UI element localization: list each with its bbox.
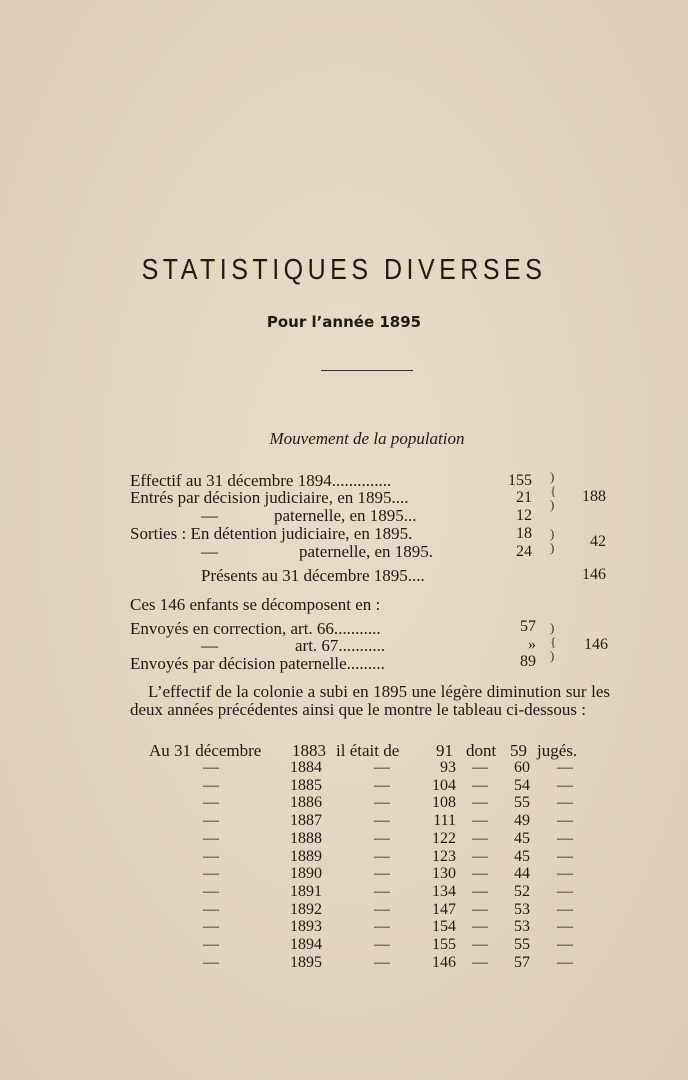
row-total: 134 (432, 882, 456, 900)
table-header-mid: il était de (336, 741, 400, 760)
row-judged: 55 (514, 936, 530, 953)
row-dash: — (203, 918, 219, 936)
ditto-dash: — (201, 506, 218, 525)
row-dash: — (557, 882, 573, 900)
decompose-label-text: art. 67........... (295, 636, 386, 655)
table-header-dont: dont (466, 741, 497, 760)
row-dash: — (203, 847, 219, 865)
row-judged: 45 (514, 829, 530, 847)
movement-label: Présents au 31 décembre 1895.... (201, 566, 425, 585)
row-dash: — (472, 900, 488, 918)
row-dash: — (374, 900, 390, 918)
row-dash: — (472, 847, 488, 865)
row-judged: 44 (514, 865, 530, 883)
row-judged: 52 (514, 882, 530, 900)
row-dash: — (472, 776, 488, 794)
row-total: 108 (432, 794, 456, 812)
row-dash: — (557, 847, 573, 865)
row-dash: — (203, 900, 219, 918)
ditto-dash: — (201, 542, 218, 561)
row-judged: 55 (514, 794, 530, 812)
movement-value: 18 (516, 525, 532, 542)
row-judged: 54 (514, 776, 530, 794)
section-heading: Mouvement de la population (269, 429, 465, 448)
row-dash: — (203, 829, 219, 847)
row-dash: — (203, 794, 219, 812)
decompose-total: 146 (584, 636, 608, 653)
row-judged: 45 (514, 847, 530, 865)
row-year: 1887 (290, 812, 322, 830)
row-dash: — (374, 794, 390, 812)
row-dash: — (472, 882, 488, 900)
row-dash: — (374, 776, 390, 794)
row-dash: — (472, 918, 488, 936)
row-dash: — (557, 936, 573, 953)
row-total: 147 (432, 900, 456, 918)
decompose-value: 57 (520, 618, 536, 635)
row-year: 1895 (290, 953, 322, 971)
row-dash: — (557, 900, 573, 918)
page-title: STATISTIQUES DIVERSES (141, 253, 547, 287)
row-total: 122 (432, 829, 456, 847)
row-year: 1884 (290, 759, 322, 776)
row-dash: — (374, 882, 390, 900)
row-year: 1892 (290, 900, 322, 918)
movement-label: Sorties : En détention judiciaire, en 1895. (130, 524, 413, 543)
row-total: 111 (433, 812, 456, 830)
table-header-prefix: Au 31 décembre (149, 741, 262, 760)
row-dash: — (472, 759, 488, 776)
row-dash: — (374, 829, 390, 847)
row-year: 1891 (290, 882, 322, 900)
row-dash: — (374, 812, 390, 830)
row-dash: — (374, 759, 390, 776)
row-year: 1885 (290, 776, 322, 794)
row-dash: — (472, 812, 488, 830)
row-dash: — (203, 865, 219, 883)
row-judged: 60 (514, 759, 530, 776)
title-rule (321, 370, 413, 371)
row-judged: 49 (514, 812, 530, 830)
row-total: 154 (432, 918, 456, 936)
row-dash: — (472, 936, 488, 953)
row-total: 123 (432, 847, 456, 865)
row-dash: — (557, 812, 573, 830)
movement-value: 21 (516, 489, 532, 506)
decompose-label: Envoyés par décision paternelle......... (130, 654, 385, 673)
decompose-intro: Ces 146 enfants se décomposent en : (130, 595, 381, 614)
movement-label (201, 507, 417, 525)
total-value: 188 (582, 488, 606, 505)
movement-label: Effectif au 31 décembre 1894.............. (130, 471, 392, 490)
movement-label-text: paternelle, en 1895... (274, 506, 417, 525)
row-dash: — (203, 953, 219, 971)
movement-label-text: paternelle, en 1895. (299, 542, 434, 561)
table-header-year: 1883 (292, 741, 326, 760)
brace-glyph: ) { ) (550, 469, 557, 512)
decompose-label (201, 637, 385, 655)
row-year: 1888 (290, 829, 322, 847)
row-dash: — (374, 865, 390, 883)
table-header-suffix: jugés. (537, 741, 578, 760)
row-dash: — (374, 953, 390, 971)
row-dash: — (557, 776, 573, 794)
row-dash: — (374, 847, 390, 865)
row-year: 1894 (290, 936, 322, 953)
movement-value: 12 (516, 507, 532, 524)
row-dash: — (472, 829, 488, 847)
row-dash: — (472, 953, 488, 971)
row-dash: — (557, 953, 573, 971)
row-dash: — (203, 936, 219, 953)
movement-label (201, 543, 433, 561)
row-dash: — (374, 918, 390, 936)
brace-glyph: ) { ) (550, 620, 557, 663)
decompose-value: 89 (520, 653, 536, 670)
movement-label: Entrés par décision judiciaire, en 1895.... (130, 488, 409, 507)
row-dash: — (203, 759, 219, 776)
movement-value: 146 (582, 566, 606, 583)
row-dash: — (203, 776, 219, 794)
page-subtitle: Pour l’année 1895 (266, 313, 422, 331)
row-dash: — (557, 759, 573, 776)
row-year: 1886 (290, 794, 322, 812)
row-dash: — (203, 882, 219, 900)
movement-value: 155 (508, 472, 532, 489)
row-total: 146 (432, 953, 456, 971)
row-year: 1890 (290, 865, 322, 883)
ditto-dash: — (201, 636, 218, 655)
row-dash: — (557, 918, 573, 936)
row-dash: — (557, 794, 573, 812)
row-judged: 57 (514, 953, 530, 971)
brace-glyph: ) ) (550, 526, 555, 555)
row-year: 1893 (290, 918, 322, 936)
movement-value: 24 (516, 543, 532, 560)
row-dash: — (472, 794, 488, 812)
decompose-value: » (528, 636, 536, 653)
row-dash: — (557, 829, 573, 847)
row-dash: — (374, 936, 390, 953)
table-header-judged: 59 (510, 741, 527, 760)
row-total: 93 (440, 759, 456, 776)
row-judged: 53 (514, 918, 530, 936)
row-dash: — (203, 812, 219, 830)
decompose-label: Envoyés en correction, art. 66........... (130, 619, 381, 638)
row-year: 1889 (290, 847, 322, 865)
row-judged: 53 (514, 900, 530, 918)
row-dash: — (472, 865, 488, 883)
row-total: 130 (432, 865, 456, 883)
row-total: 104 (432, 776, 456, 794)
total-value: 42 (590, 533, 606, 550)
paragraph: L’effectif de la colonie a subi en 1895 une légère diminution sur les deux années précédentes ainsi que le montre le tableau ci-dessous : (130, 682, 610, 719)
row-dash: — (557, 865, 573, 883)
row-total: 155 (432, 936, 456, 953)
table-header-total: 91 (436, 741, 453, 760)
